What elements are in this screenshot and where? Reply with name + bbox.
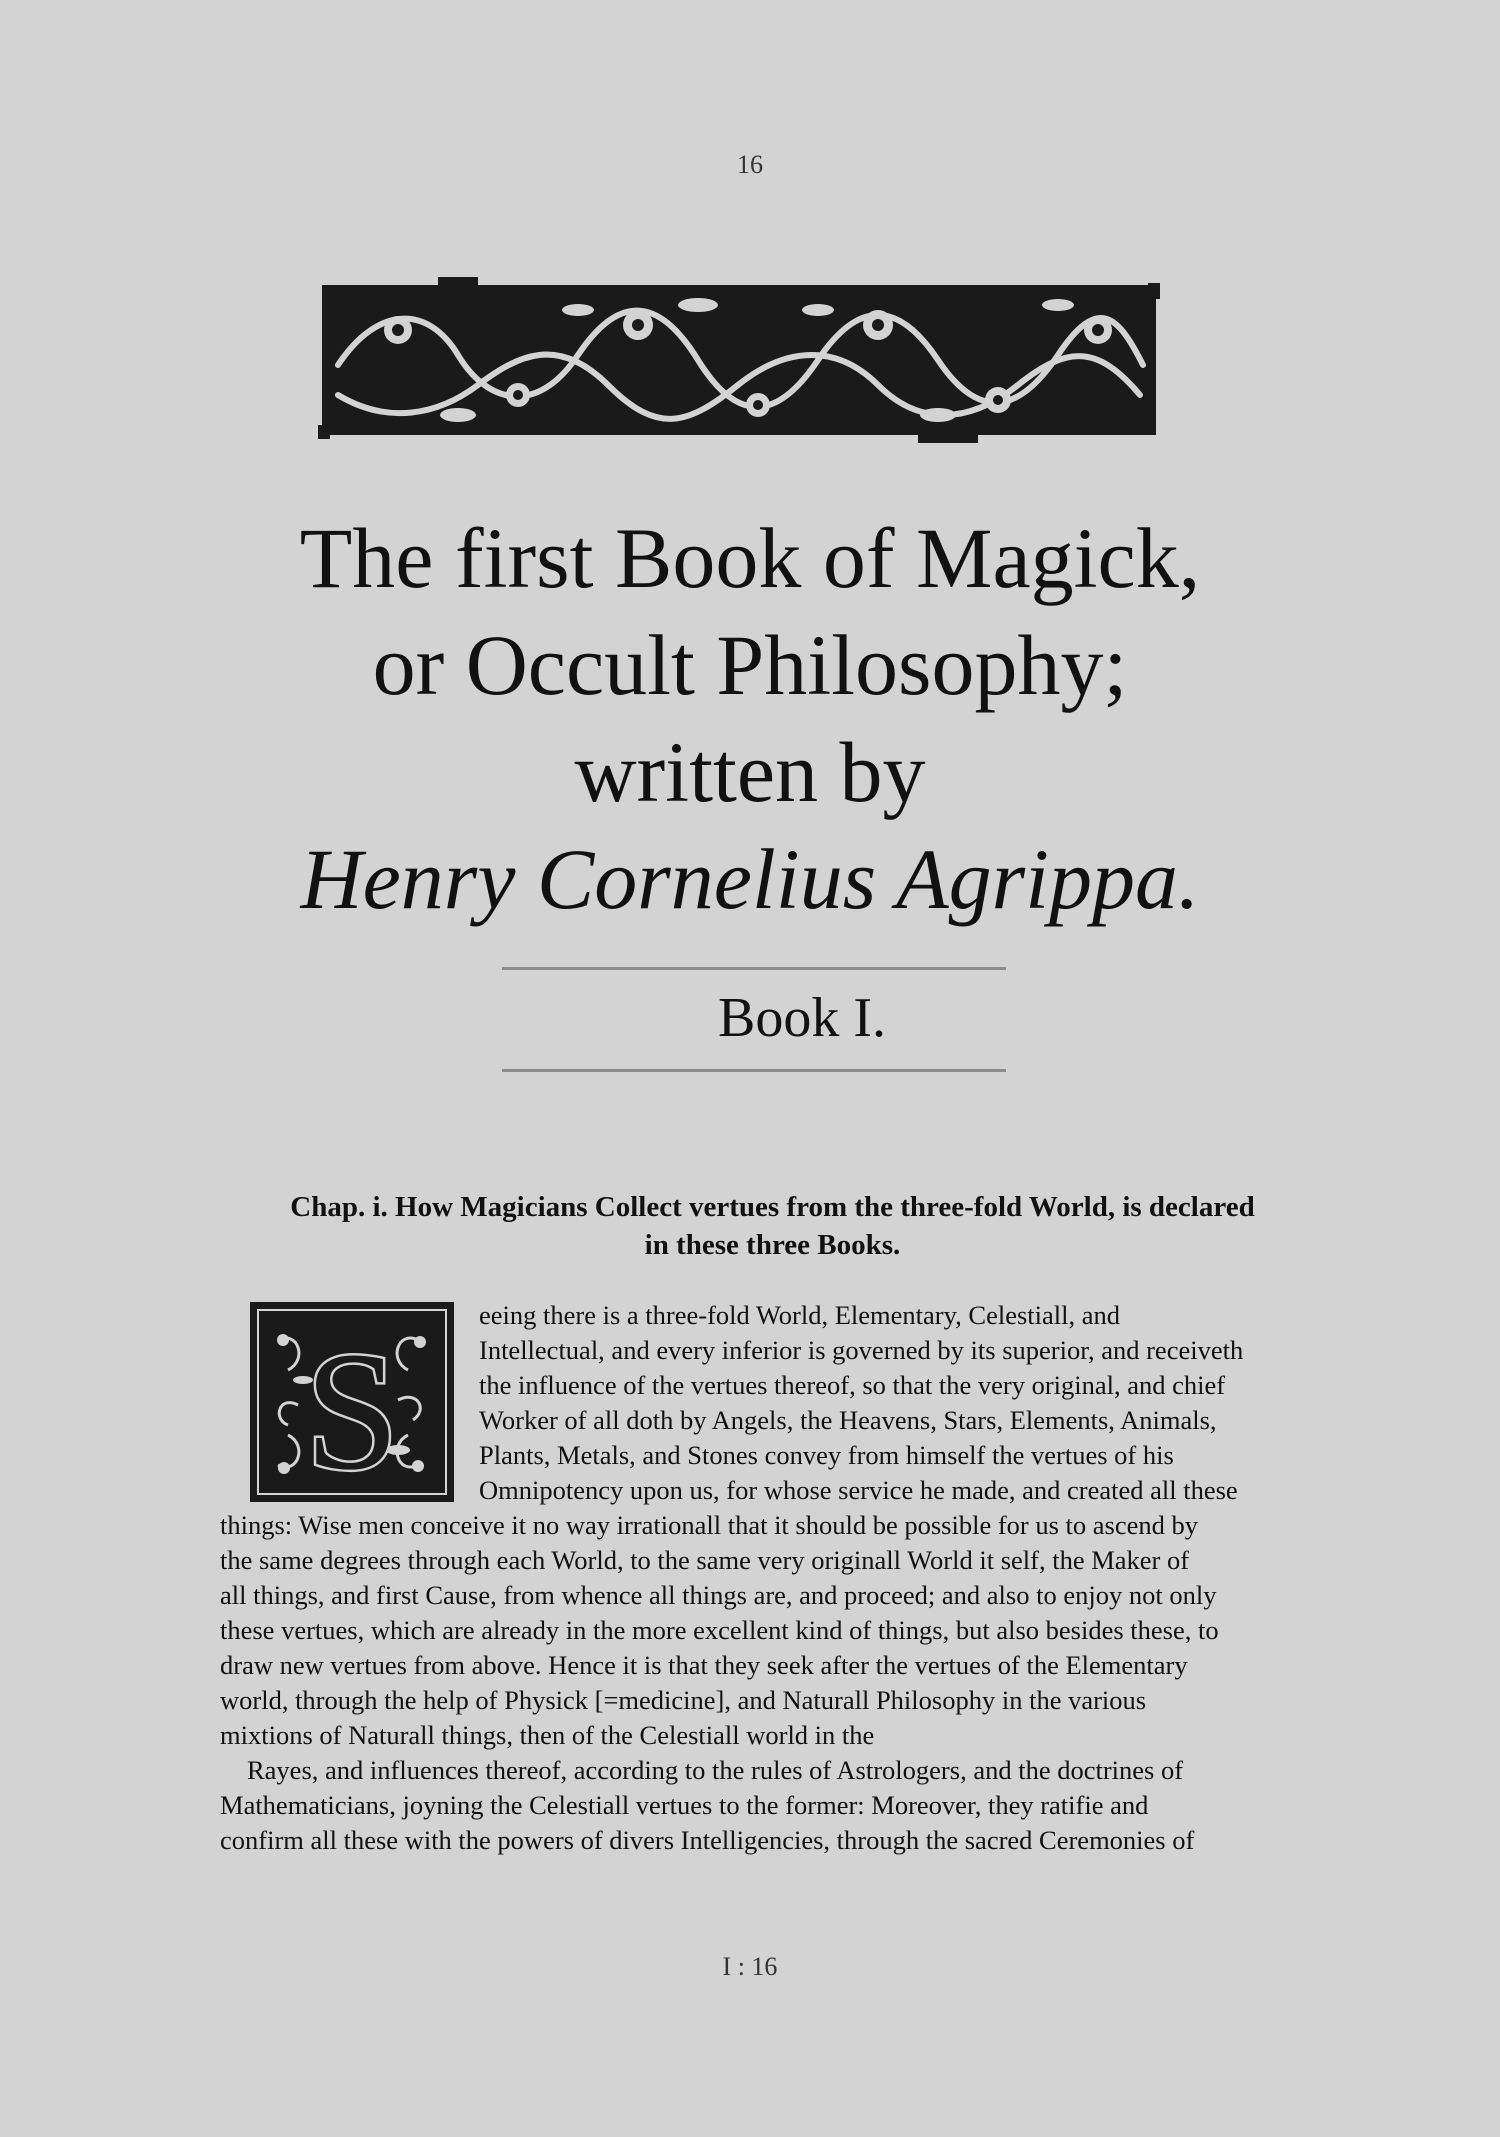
body-line: world, through the help of Physick [=medicine], and Naturall Philosophy in the various	[220, 1685, 1147, 1715]
title-line-3: written by	[574, 724, 926, 820]
body-line: Mathematicians, joyning the Celestiall vertues to the former: Moreover, they ratifie and	[220, 1790, 1149, 1820]
body-line: these vertues, which are already in the more excellent kind of things, but also besides these, to	[220, 1615, 1219, 1645]
chapter-heading	[210, 1188, 1335, 1264]
drop-cap-s-ornament	[248, 1300, 456, 1504]
body-line: confirm all these with the powers of divers Intelligencies, through the sacred Ceremonies of	[220, 1825, 1195, 1855]
divider-rule-top	[502, 967, 1006, 970]
footer-page-number: I : 16	[722, 1952, 778, 1981]
body-line: Plants, Metals, and Stones convey from himself the vertues of his	[479, 1440, 1174, 1470]
body-line: Omnipotency upon us, for whose service he made, and created all these	[479, 1475, 1238, 1505]
body-line: Worker of all doth by Angels, the Heavens, Stars, Elements, Animals,	[479, 1405, 1217, 1435]
book-label: Book I.	[718, 987, 886, 1049]
body-line: Rayes, and influences thereof, according to the rules of Astrologers, and the doctrines of	[247, 1755, 1184, 1785]
author-name: Henry Cornelius Agrippa.	[300, 831, 1200, 927]
chapter-heading-line-1: Chap. i. How Magicians Collect vertues from the three-fold World, is declared	[290, 1191, 1255, 1223]
page-number: 16	[737, 150, 763, 179]
divider-rule-bottom	[502, 1069, 1006, 1072]
drop-cap-letter: S	[304, 1317, 400, 1504]
body-line: things: Wise men conceive it no way irrationall that it should be possible for us to ascend by	[220, 1510, 1199, 1540]
title-line-1: The first Book of Magick,	[299, 510, 1201, 606]
book-title	[0, 505, 1500, 933]
body-line: draw new vertues from above. Hence it is that they seek after the vertues of the Elementary	[220, 1650, 1188, 1680]
title-line-2: or Occult Philosophy;	[372, 617, 1128, 713]
chapter-heading-line-2: in these three Books.	[644, 1229, 901, 1261]
body-line: mixtions of Naturall things, then of the Celestiall world in the	[220, 1720, 875, 1750]
decorative-headpiece-ornament	[318, 275, 1160, 447]
body-line: Intellectual, and every inferior is governed by its superior, and receiveth	[479, 1335, 1244, 1365]
body-line: eeing there is a three-fold World, Elementary, Celestiall, and	[479, 1300, 1120, 1330]
body-line: all things, and first Cause, from whence all things are, and proceed; and also to enjoy not only	[220, 1580, 1217, 1610]
body-line: the same degrees through each World, to the same very originall World it self, the Maker of	[220, 1545, 1190, 1575]
body-line: the influence of the vertues thereof, so that the very original, and chief	[479, 1370, 1226, 1400]
